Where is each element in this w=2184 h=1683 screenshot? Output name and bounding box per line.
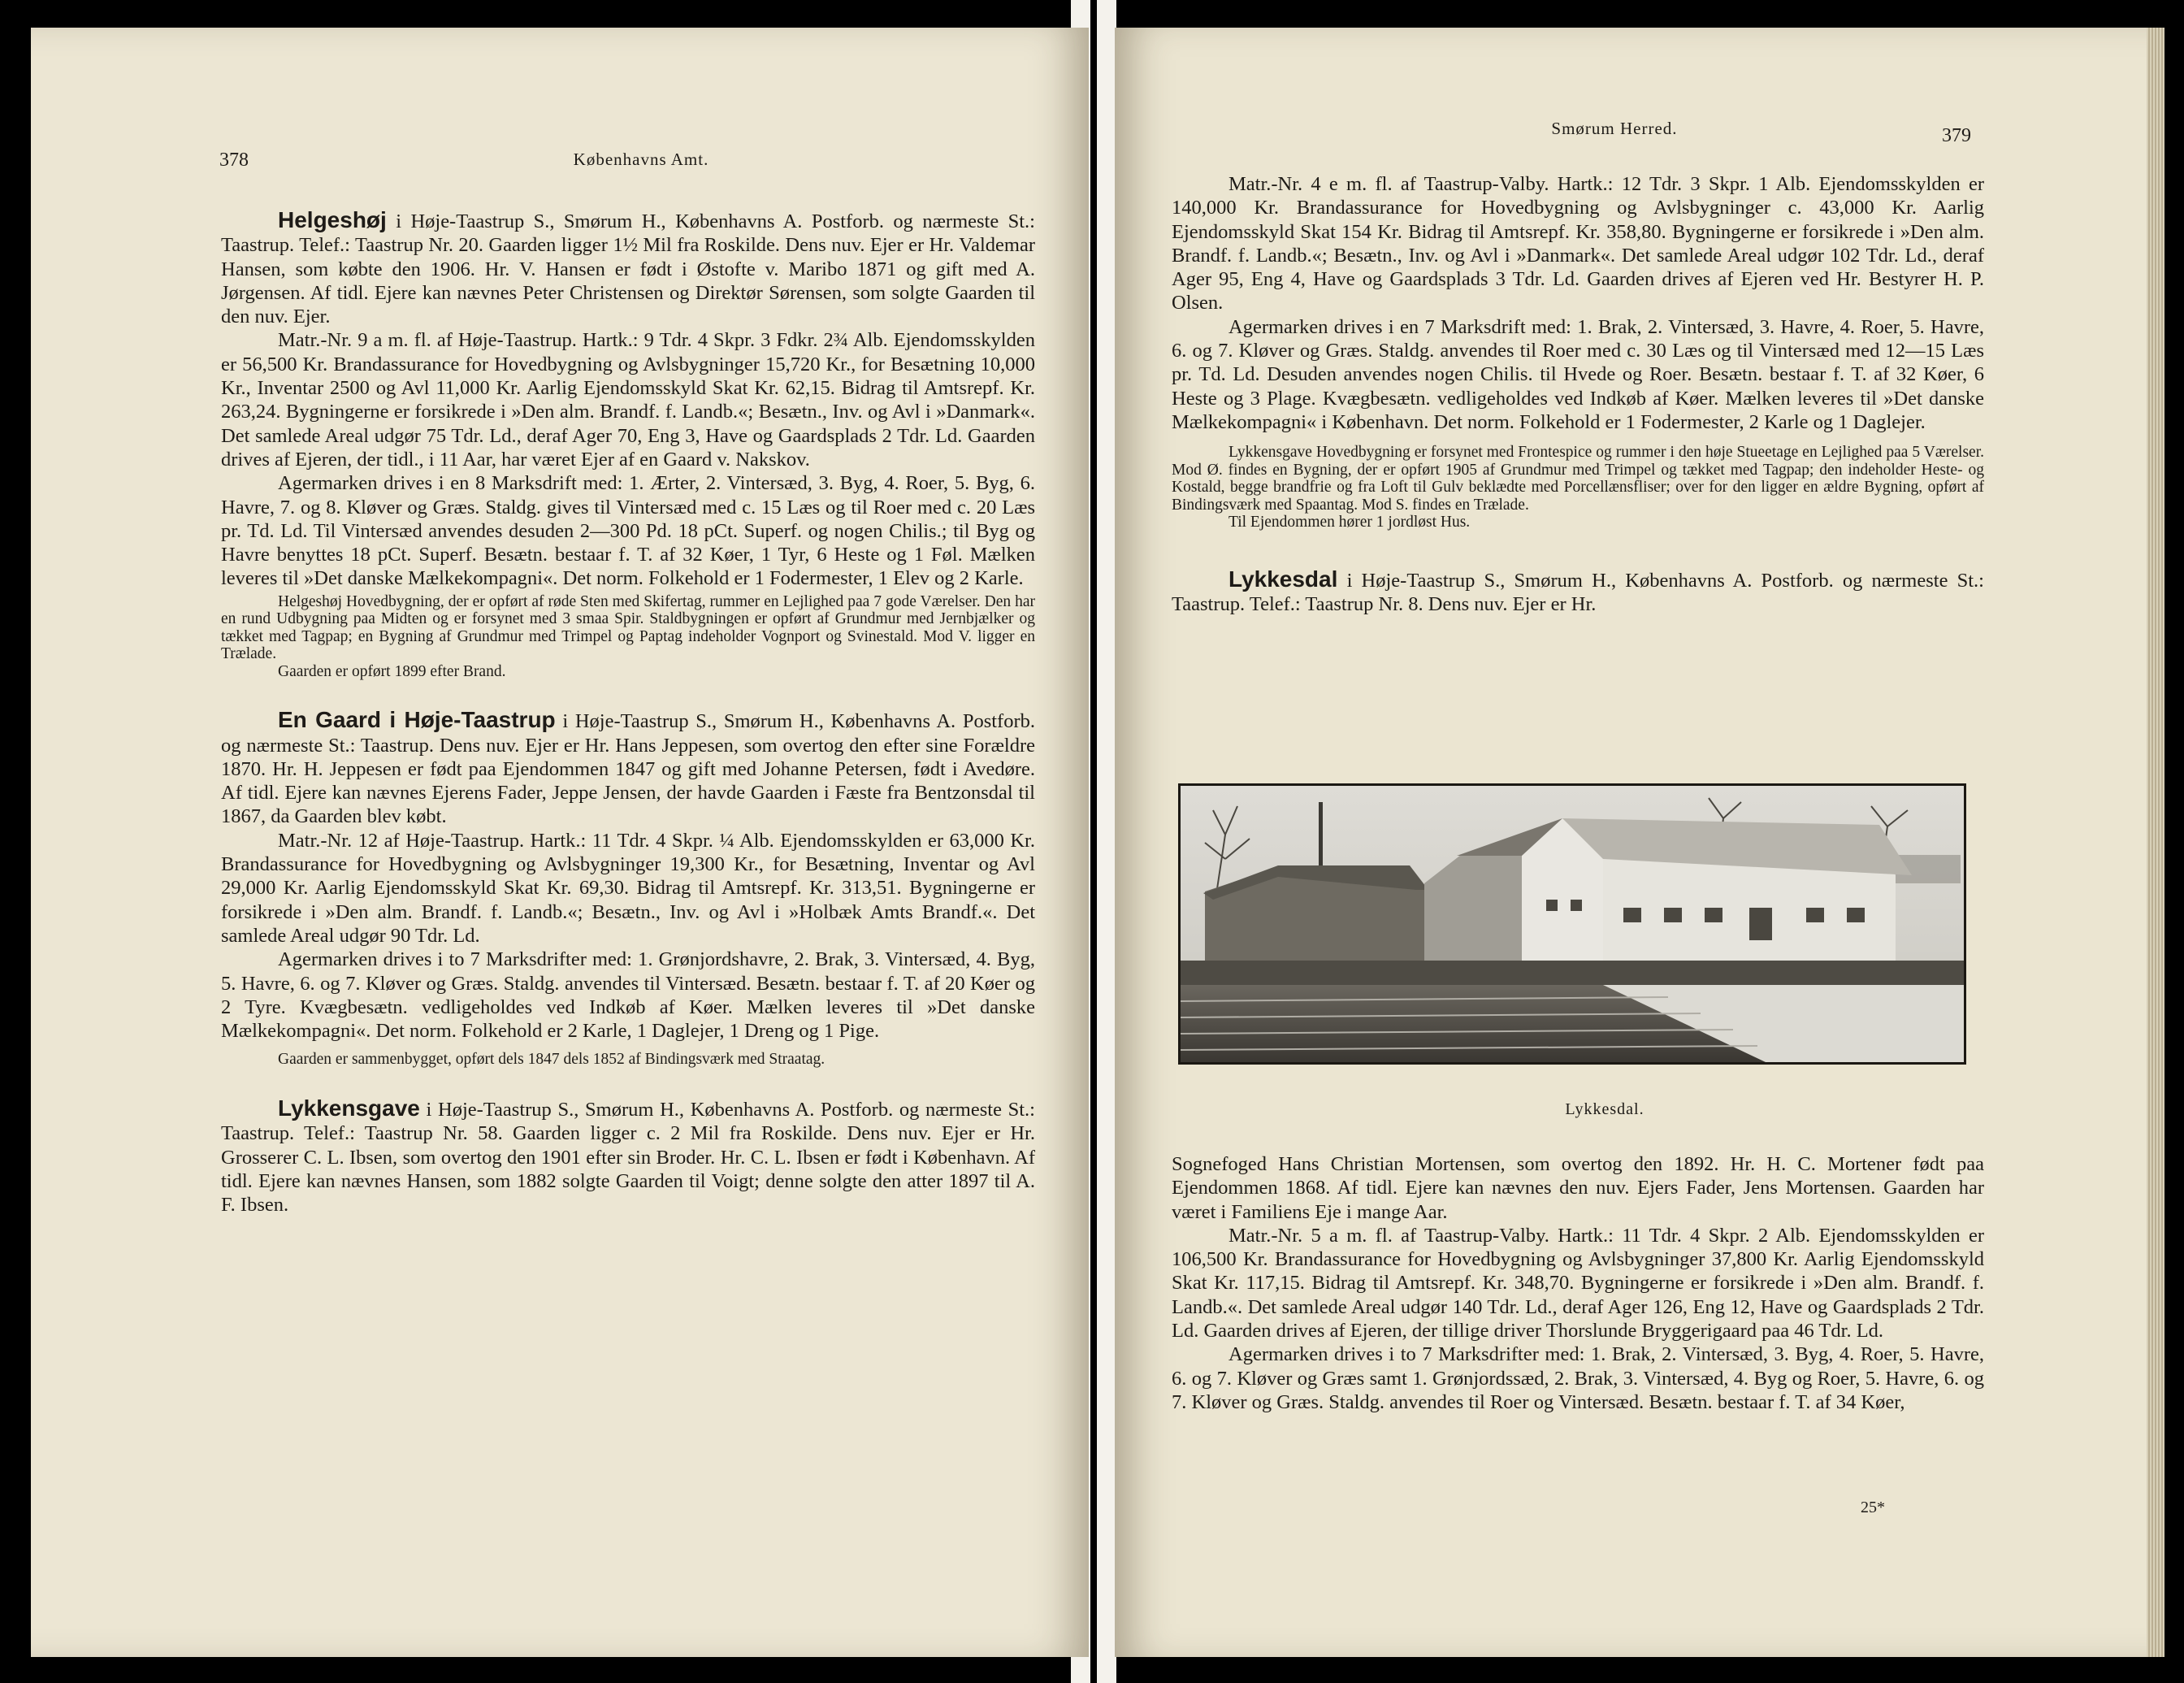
signature-mark: 25* bbox=[1861, 1499, 1885, 1516]
right-page-header bbox=[1115, 119, 2147, 151]
entry-heading: Lykkesdal bbox=[1228, 566, 1338, 592]
paragraph: Agermarken drives i en 8 Marksdrift med: 1. Ærter, 2. Vintersæd, 3. Byg, 4. Roer, 5. Byg, 6. Havre, 7. og 8. Kløver og Græs. Staldg. gives til Vintersæd med c. 15 Læs og til Roer med c. 20 Læs pr. Td. Ld. Til Vintersæd anvendes desuden 2—300 Pd. 18 pCt. Superf. og nogen Chilis.; til Byg og Havre benyttes 18 pCt. Superf. Besætn. bestaar f. T. af 32 Køer, 1 Tyr, 6 Heste og 1 Føl. Mælken leveres til »Det danske Mælkekompagni«. Det norm. Folkehold er 1 Fodermester, 1 Elev og 2 Karle. bbox=[221, 472, 1035, 590]
paragraph: Matr.-Nr. 12 af Høje-Taastrup. Hartk.: 11 Tdr. 4 Skpr. ¼ Alb. Ejendomsskylden er 63,000 Kr. Brandassurance for Hovedbygning og Avlsbygninger 19,300 Kr., for Besætning, Inventar og Avl 29,000 Kr. Aarlig Ejendomsskyld Skat Kr. 69,30. Bidrag til Amtsrepf. Kr. 313,51. Bygningerne er forsikrede i »Den alm. Brandf. f. Landb.«; Besætn., Inv. og Avl i »Holbæk Amts Brandf.«. Det samlede Areal udgør 90 Tdr. Ld. bbox=[221, 829, 1035, 947]
farm-photograph bbox=[1178, 783, 1966, 1065]
entry-intro: i Høje-Taastrup S., Smørum H., Københavns A. Postforb. og nærmeste St.: Taastrup. Telef.: Taastrup Nr. 8. Dens nuv. Ejer er Hr. bbox=[1172, 569, 1984, 616]
photo-caption: Lykkesdal. bbox=[1565, 1100, 1644, 1118]
page-number: 379 bbox=[1942, 125, 1971, 146]
entry-intro: i Høje-Taastrup S., Smørum H., Københavns A. Postforb. og nærmeste St.: Taastrup. Telef.: Taastrup Nr. 20. Gaarden ligger 1½ Mil fra Roskilde. Dens nuv. Ejer er Hr. Valdemar Hansen, som købte den 1906. Hr. V. Hansen er født i Østofte v. Maribo 1871 og gift med A. Jørgensen. Af tidl. Ejere kan nævnes Peter Christensen og Direktør Sørensen, som solgte Gaarden til den nuv. Ejer. bbox=[221, 210, 1035, 328]
running-head: Smørum Herred. bbox=[1551, 119, 1678, 138]
running-head: Københavns Amt. bbox=[573, 150, 709, 169]
paragraph: Agermarken drives i to 7 Marksdrifter med: 1. Brak, 2. Vintersæd, 3. Byg, 4. Roer, 5. Havre, 6. og 7. Kløver og Græs samt 1. Grønjordssæd, 2. Brak, 3. Vintersæd, 4. Byg og Roer, 5. Havre, 6. og 7. Kløver og Græs. Staldg. anvendes til Roer og Vintersæd. Besætn. bestaar f. T. af 34 Køer, bbox=[1172, 1343, 1984, 1413]
paragraph: Matr.-Nr. 5 a m. fl. af Taastrup-Valby. Hartk.: 11 Tdr. 4 Skpr. 2 Alb. Ejendomsskylden er 106,500 Kr. Brandassurance for Hovedbygning og Avlsbygninger 37,800 Kr. Aarlig Ejendomsskyld Skat Kr. 117,15. Bidrag til Amtsrepf. Kr. 348,70. Bygningerne er forsikrede i »Den alm. Brandf. f. Landb.«. Det samlede Areal udgør 140 Tdr. Ld., deraf Ager 126, Eng 12, Have og Gaardsplads 2 Tdr. Ld. Gaarden drives af Ejeren, der tillige driver Thorslunde Bryggerigaard paa 46 Tdr. Ld. bbox=[1172, 1224, 1984, 1342]
small-print-note: Gaarden er sammenbygget, opført dels 1847 dels 1852 af Bindingsværk med Straatag. bbox=[278, 1051, 826, 1069]
paragraph: Agermarken drives i en 7 Marksdrift med: 1. Brak, 2. Vintersæd, 3. Havre, 4. Roer, 5. Havre, 6. og 7. Kløver og Græs. Staldg. anvendes til Roer med c. 30 Læs og til Vintersæd med 12—15 Læs pr. Td. Ld. Desuden anvendes nogen Chilis. til Hvede og Roer. Besætn. bestaar f. T. af 32 Køer, 6 Heste og 3 Plage. Kvægbesætn. vedligeholdes ved Indkøb af Køer. Mælken leveres til »Det danske Mælkekompagni« i København. Det norm. Folkehold er 1 Fodermester, 2 Karle og 1 Daglejer. bbox=[1172, 315, 1984, 433]
paragraph: Matr.-Nr. 9 a m. fl. af Høje-Taastrup. Hartk.: 9 Tdr. 4 Skpr. 3 Fdkr. 2¾ Alb. Ejendomsskylden er 56,500 Kr. Brandassurance for Hovedbygning og Avlsbygninger 15,720 Kr., for Besætning 10,000 Kr., Inventar 2500 og Avl 11,000 Kr. Aarlig Ejendomsskyld Skat Kr. 62,15. Bidrag til Amtsrepf. Kr. 263,24. Bygningerne er forsikrede i »Den alm. Brandf. f. Landb.«; Besætn., Inv. og Avl i »Danmark«. Det samlede Areal udgør 75 Tdr. Ld., deraf Ager 70, Eng 3, Have og Gaardsplads 2 Tdr. Ld. Gaarden drives af Ejeren, der tidl., i 11 Aar, har været Ejer af en Gaard v. Nakskov. bbox=[221, 329, 1035, 471]
left-page-header bbox=[31, 150, 1089, 182]
right-scan-margin bbox=[1097, 0, 1116, 1683]
small-print-note: Gaarden er opført 1899 efter Brand. bbox=[278, 662, 506, 680]
small-print-note: Helgeshøj Hovedbygning, der er opført af røde Sten med Skifertag, rummer en Lejlighed paa 7 gode Værelser. Den har en rund Udbygning paa Midten og er forsynet med 3 smaa Spir. Staldbygningen er opført af Grundmur med Jernbjælker og tækket med Tagpap; en Bygning af Grundmur med Trimpel og Paptag indeholder Vognport og Svinestald. Mod V. ligger en Trælade. bbox=[221, 592, 1035, 663]
right-page bbox=[1115, 28, 2147, 1657]
small-print-note: Lykkensgave Hovedbygning er forsynet med Frontespice og rummer i den høje Stueetage en Lejlighed paa 5 Værelser. Mod Ø. findes en Bygning, der er opført 1905 af Grundmur med Trimpel og tækket med Tagpap; den indeholder Heste- og Kostald, begge brandfrie og fra Loft til Gulv beklædte med Porcellænsfliser; over for den ligger en ældre Bygning, opført af Bindingsværk med Spaantag. Mod S. findes en Trælade. bbox=[1172, 444, 1984, 514]
entry-heading: Helgeshøj bbox=[278, 207, 387, 232]
left-page bbox=[31, 28, 1089, 1657]
entry-paragraph bbox=[221, 708, 1035, 828]
page-number: 378 bbox=[219, 150, 249, 171]
farm-buildings-illustration bbox=[1181, 786, 1964, 1062]
entry-heading: En Gaard i Høje-Taastrup bbox=[278, 707, 556, 733]
small-print-note: Til Ejendommen hører 1 jordløst Hus. bbox=[1228, 514, 1471, 531]
right-text-column-bottom bbox=[1172, 1152, 1984, 1414]
entry-paragraph bbox=[221, 1096, 1035, 1217]
paragraph: Matr.-Nr. 4 e m. fl. af Taastrup-Valby. Hartk.: 12 Tdr. 3 Skpr. 1 Alb. Ejendomsskylden er 140,000 Kr. Brandassurance for Hovedbygning og Avlsbygninger c. 43,000 Kr. Aarlig Ejendomsskyld Skat 154 Kr. Bidrag til Amtsrepf. Kr. 358,80. Bygningerne er forsikrede i »Den alm. Brandf. f. Landb.«; Besætn., Inv. og Avl i »Danmark«. Det samlede Areal udgør 102 Tdr. Ld., deraf Ager 95, Eng 4, Have og Gaardsplads 3 Tdr. Ld. Gaarden drives af Ejeren ved Hr. Bestyrer H. P. Olsen. bbox=[1172, 173, 1984, 314]
entry-paragraph bbox=[221, 208, 1035, 328]
entry-intro: i Høje-Taastrup S., Smørum H., Københavns A. Postforb. og nærmeste St.: Taastrup. Telef.: Taastrup Nr. 58. Gaarden ligger c. 2 Mil fra Roskilde. Dens nuv. Ejer er Hr. Grosserer C. L. Ibsen, som overtog den 1901 efter sin Broder. Hr. C. L. Ibsen er født i København. Af tidl. Ejere kan nævnes Hansen, som 1882 solgte Gaarden til Voigt; denne solgte den atter 1897 til A. F. Ibsen. bbox=[221, 1098, 1035, 1217]
left-text-column bbox=[221, 208, 1035, 1217]
right-text-column-top bbox=[1172, 172, 1984, 616]
entry-intro: i Høje-Taastrup S., Smørum H., Københavns A. Postforb. og nærmeste St.: Taastrup. Dens nuv. Ejer er Hr. Hans Jeppesen, som overtog den efter sine Forældre 1870. Hr. H. Jeppesen er født paa Ejendommen 1847 og gift med Johanne Petersen, født i Avedøre. Af tidl. Ejere kan nævnes Ejerens Fader, Jeppe Jensen, der havde Gaarden i Fæste fra Bentzonsdal til 1867, da Gaarden blev købt. bbox=[221, 710, 1035, 828]
entry-paragraph bbox=[1172, 567, 1984, 617]
paragraph: Sognefoged Hans Christian Mortensen, som overtog den 1892. Hr. H. C. Mortener født paa Ejendommen 1868. Af tidl. Ejere kan nævnes den nuv. Ejers Fader, Jens Mortensen. Gaarden har været i Familiens Eje i mange Aar. bbox=[1172, 1153, 1984, 1223]
entry-heading: Lykkensgave bbox=[278, 1095, 420, 1121]
page-edge bbox=[2147, 28, 2164, 1657]
paragraph: Agermarken drives i to 7 Marksdrifter med: 1. Grønjordshavre, 2. Brak, 3. Vintersæd, 4. Byg, 5. Havre, 6. og 7. Kløver og Græs. Staldg. anvendes til Vintersæd. Besætn. bestaar f. T. af 20 Køer og 2 Tyre. Kvægbesætn. vedligeholdes ved Indkøb af Køer. Mælken leveres til »Det danske Mælkekompagni«. Det norm. Folkehold er 2 Karle, 1 Daglejer, 1 Dreng og 1 Pige. bbox=[221, 948, 1035, 1043]
